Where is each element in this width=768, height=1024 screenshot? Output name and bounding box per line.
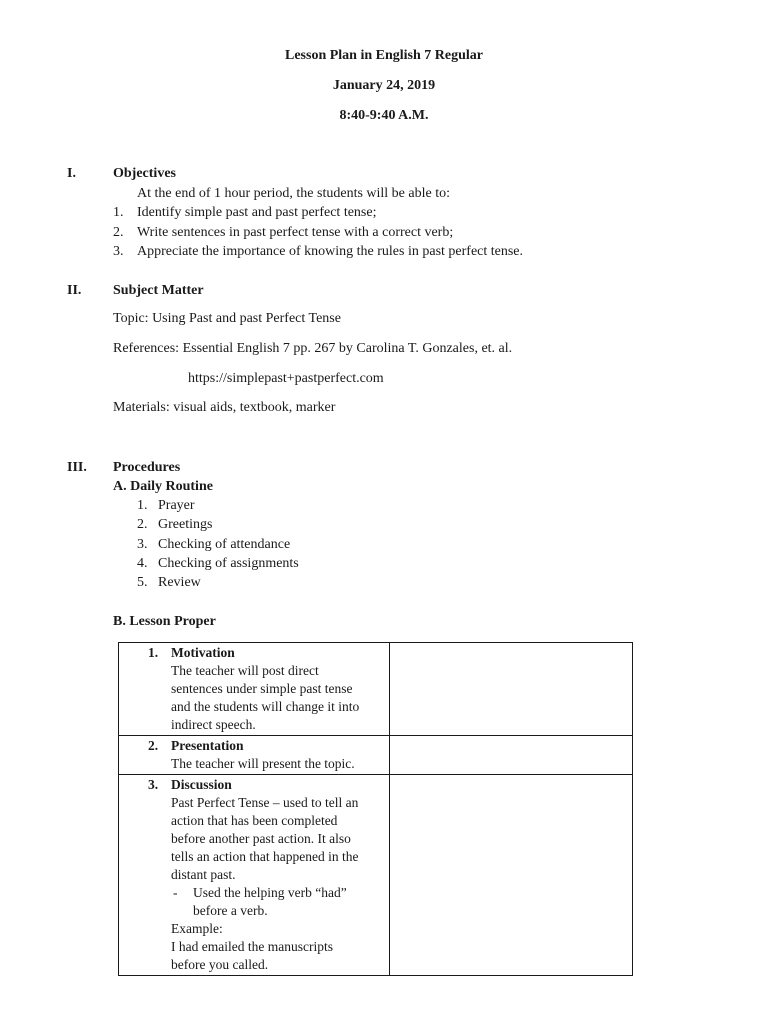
step-number: 2. [148, 738, 159, 753]
bullet-text-line: Used the helping verb “had” [193, 885, 347, 900]
table-cell [119, 775, 390, 976]
item-number: 2. [113, 225, 124, 240]
step-text-line: tells an action that happened in the [171, 849, 359, 864]
materials-line: Materials: visual aids, textbook, marker [113, 400, 336, 415]
dash-bullet: - [173, 885, 178, 900]
step-text-line: distant past. [171, 867, 236, 882]
example-text-line: before you called. [171, 957, 269, 972]
item-text: Identify simple past and past perfect tense; [137, 205, 377, 220]
procedures-heading: Procedures [113, 460, 181, 475]
objectives-heading: Objectives [113, 166, 176, 181]
item-number: 1. [113, 205, 124, 220]
example-text-line: I had emailed the manuscripts [171, 939, 333, 954]
document-title: Lesson Plan in English 7 Regular [285, 48, 483, 63]
table-row [119, 736, 633, 775]
subject-matter-heading: Subject Matter [113, 283, 204, 298]
list-item [0, 244, 768, 262]
item-text: Checking of assignments [158, 556, 299, 571]
item-text: Write sentences in past perfect tense with a correct verb; [137, 225, 454, 240]
lesson-time: 8:40-9:40 A.M. [339, 108, 429, 123]
reference-url: https://simplepast+pastperfect.com [188, 371, 384, 386]
daily-routine-heading: A. Daily Routine [113, 479, 213, 494]
step-text-line: sentences under simple past tense [171, 681, 353, 696]
references-line: References: Essential English 7 pp. 267 by Carolina T. Gonzales, et. al. [113, 341, 513, 356]
table-cell [119, 736, 390, 775]
step-text-line: Past Perfect Tense – used to tell an [171, 795, 359, 810]
table-cell-empty [390, 775, 633, 976]
lesson-date: January 24, 2019 [332, 78, 436, 93]
list-item [0, 575, 768, 593]
bullet-item [171, 884, 381, 920]
item-number: 3. [113, 244, 124, 259]
step-title: Motivation [171, 645, 235, 660]
table-row [119, 775, 633, 976]
item-number: 1. [137, 498, 148, 513]
table-cell-empty [390, 643, 633, 736]
item-text: Checking of attendance [158, 537, 291, 552]
item-text: Review [158, 575, 201, 590]
step-text-line: The teacher will post direct [171, 663, 319, 678]
item-text: Appreciate the importance of knowing the rules in past perfect tense. [137, 244, 524, 259]
step-text-line: The teacher will present the topic. [171, 756, 355, 771]
table-cell [119, 643, 390, 736]
item-number: 5. [137, 575, 148, 590]
item-text: Greetings [158, 517, 213, 532]
table-row [119, 643, 633, 736]
item-number: 4. [137, 556, 148, 571]
table-cell-empty [390, 736, 633, 775]
list-item [0, 225, 768, 243]
step-number: 3. [148, 777, 159, 792]
list-item [0, 517, 768, 535]
bullet-text-line: before a verb. [193, 903, 268, 918]
procedures-numeral: III. [67, 460, 87, 475]
item-number: 3. [137, 537, 148, 552]
item-text: Prayer [158, 498, 195, 513]
step-text-line: before another past action. It also [171, 831, 351, 846]
step-number: 1. [148, 645, 159, 660]
objectives-numeral: I. [67, 166, 76, 181]
list-item [0, 498, 768, 516]
list-item [0, 537, 768, 555]
list-item [0, 205, 768, 223]
step-text-line: action that has been completed [171, 813, 338, 828]
objectives-intro: At the end of 1 hour period, the students will be able to: [137, 186, 450, 201]
item-number: 2. [137, 517, 148, 532]
step-text-line: and the students will change it into [171, 699, 360, 714]
lesson-proper-table [118, 642, 633, 976]
subject-matter-numeral: II. [67, 283, 82, 298]
list-item [0, 556, 768, 574]
lesson-proper-heading: B. Lesson Proper [113, 614, 216, 629]
step-title: Presentation [171, 738, 244, 753]
step-title: Discussion [171, 777, 232, 792]
topic-line: Topic: Using Past and past Perfect Tense [113, 311, 341, 326]
example-label: Example: [171, 921, 223, 936]
step-text-line: indirect speech. [171, 717, 256, 732]
